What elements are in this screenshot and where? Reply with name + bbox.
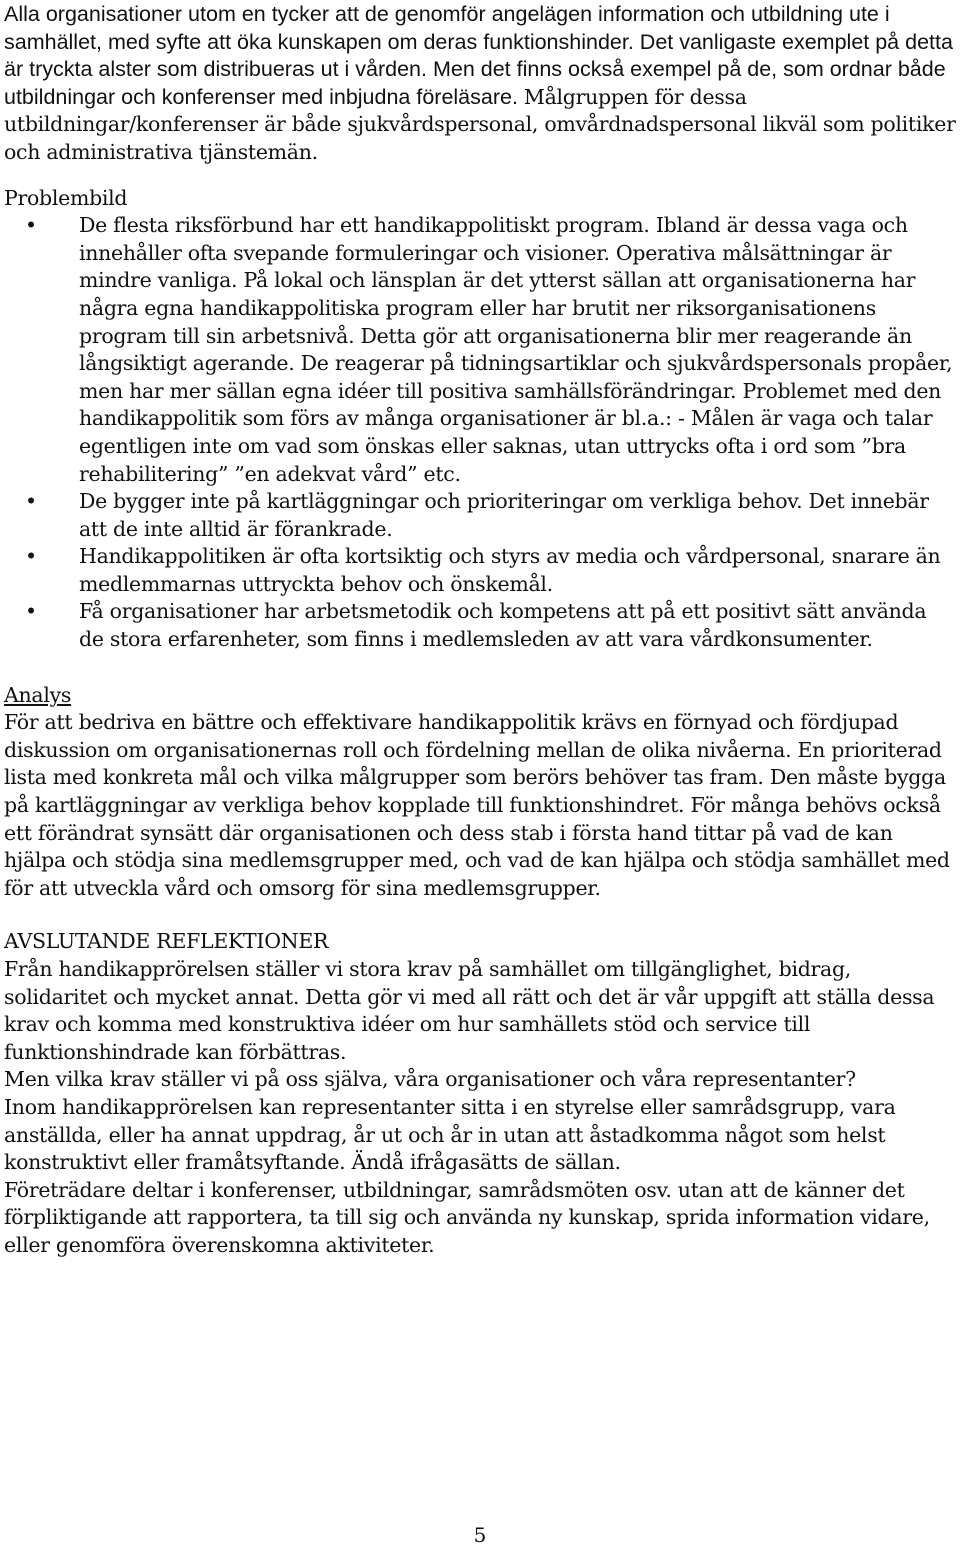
list-item bbox=[4, 212, 956, 488]
document-page bbox=[4, 0, 956, 1260]
problembild-heading: Problembild bbox=[4, 185, 128, 210]
list-item bbox=[4, 598, 956, 653]
reflektioner-heading: AVSLUTANDE REFLEKTIONER bbox=[4, 929, 329, 954]
bullet-icon: • bbox=[25, 489, 37, 514]
reflektioner-paragraph-3: Inom handikapprörelsen kan representanter sitta i en styrelse eller samrådsgrupp, vara anställda, eller ha annat uppdrag, år ut och år in utan att åstadkomma något som helst konstruktivt eller framåtsyftande. Ändå ifrågasätts de sällan. bbox=[4, 1094, 896, 1175]
list-item-text: De flesta riksförbund har ett handikappolitiskt program. Ibland är dessa vaga och innehåller ofta svepande formuleringar och visioner. Operativa målsättningar är mindre vanliga. På lokal och länsplan är det ytterst sällan att organisationerna har några egna handikappolitiska program eller har brutit ner riksorganisationens program till sin arbetsnivå. Detta gör att organisationerna blir mer reagerande än långsiktigt agerande. De reagerar på tidningsartiklar och sjukvårdspersonals propåer, men har mer sällan egna idéer till positiva samhällsförändringar. Problemet med den handikappolitik som förs av många organisationer är bl.a.: - Målen är vaga och talar egentligen inte om vad som önskas eller saknas, utan uttrycks ofta i ord som ”bra rehabilitering” ”en adekvat vård” etc. bbox=[79, 213, 953, 486]
list-item-text: Handikappolitiken är ofta kortsiktig och styrs av media och vårdpersonal, snarare än medlemmarnas uttryckta behov och önskemål. bbox=[79, 544, 941, 596]
bullet-icon: • bbox=[25, 213, 37, 238]
intro-sans-text: Alla organisationer utom en tycker att de genomför angelägen information och utbildning ute i samhället, med syfte att öka kunskapen om deras funktionshinder. Det vanligaste exemplet på detta är tryckta alster som distribueras ut i vården. Men det finns också exempel på de, som ordnar både utbildningar och konferenser med inbjudna föreläsare. bbox=[4, 2, 953, 109]
reflektioner-paragraph-1: Från handikapprörelsen ställer vi stora krav på samhället om tillgänglighet, bidrag, solidaritet och mycket annat. Detta gör vi med all rätt och det är vår uppgift att ställa dessa krav och komma med konstruktiva idéer om hur samhällets stöd och service till funktionshindrade kan förbättras. bbox=[4, 957, 935, 1064]
reflektioner-paragraph-2: Men vilka krav ställer vi på oss själva, våra organisationer och våra representanter? bbox=[4, 1067, 856, 1092]
bullet-icon: • bbox=[25, 544, 37, 569]
page-number: 5 bbox=[473, 1523, 487, 1547]
intro-paragraph bbox=[4, 0, 956, 167]
bullet-icon: • bbox=[25, 599, 37, 624]
intro-serif-text: Målgruppen för dessa utbildningar/konferenser är både sjukvårdspersonal, omvårdnadspersonal likväl som politiker och administrativa tjänstemän. bbox=[4, 84, 956, 164]
analys-paragraph: För att bedriva en bättre och effektivare handikappolitik krävs en förnyad och fördjupad diskussion om organisationernas roll och fördelning mellan de olika nivåerna. En prioriterad lista med konkreta mål och vilka målgrupper som berörs behöver tas fram. Den måste bygga på kartläggningar av verkliga behov kopplade till funktionshindret. För många behövs också ett förändrat synsätt där organisationen och dess stab i första hand tittar på vad de kan hjälpa och stödja sina medlemsgrupper med, och vad de kan hjälpa och stödja samhället med för att utveckla vård och omsorg för sina medlemsgrupper. bbox=[4, 710, 950, 900]
reflektioner-paragraph-4: Företrädare deltar i konferenser, utbildningar, samrådsmöten osv. utan att de känner det förpliktigande att rapportera, ta till sig och använda ny kunskap, sprida information vidare, eller genomföra överenskomna aktiviteter. bbox=[4, 1177, 930, 1257]
analys-heading: Analys bbox=[4, 682, 72, 707]
list-item-text: Få organisationer har arbetsmetodik och kompetens att på ett positivt sätt använda de stora erfarenheter, som finns i medlemsleden av att vara vårdkonsumenter. bbox=[79, 599, 927, 652]
list-item-text: De bygger inte på kartläggningar och prioriteringar om verkliga behov. Det innebär att de inte alltid är förankrade. bbox=[79, 489, 929, 541]
problembild-list bbox=[4, 212, 956, 654]
list-item bbox=[4, 543, 956, 598]
list-item bbox=[4, 488, 956, 543]
